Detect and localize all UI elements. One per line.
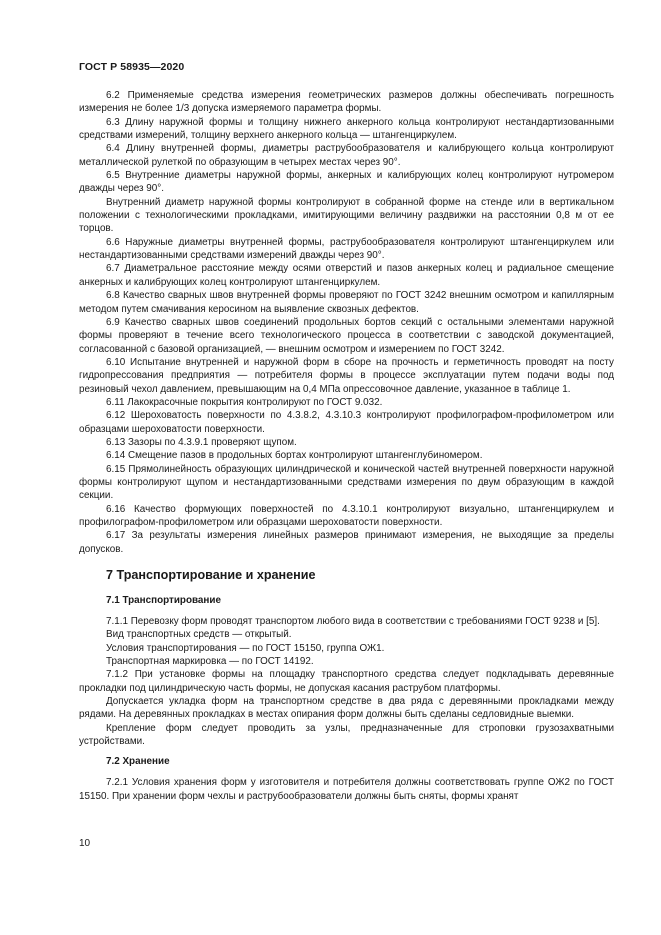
paragraph-6-15: 6.15 Прямолинейность образующих цилиндрической и конической частей внутренней поверхности наружной формы контролируют щупом и нестандартизованными средствами измерения по двум образующим в каждой секции. bbox=[79, 463, 614, 502]
paragraph-stacking: Допускается укладка форм на транспортном средстве в два ряда с деревянными прокладками между рядами. На деревянных прокладках в местах опирания форм должны быть сделаны седловидные выемки. bbox=[79, 696, 614, 721]
paragraph-6-12: 6.12 Шероховатость поверхности по 4.3.8.2, 4.3.10.3 контролируют профилографом-профилометром или образцами шероховатости поверхности. bbox=[79, 410, 614, 435]
page-content bbox=[79, 89, 614, 803]
page-number: 10 bbox=[79, 838, 91, 849]
paragraph-transport-type: Вид транспортных средств — открытый. bbox=[106, 629, 292, 641]
paragraph-6-2: 6.2 Применяемые средства измерения геометрических размеров должны обеспечивать погрешность измерения не более 1/3 допуска измеряемого параметра формы. bbox=[79, 90, 614, 115]
paragraph-6-9: 6.9 Качество сварных швов соединений продольных бортов секций с остальными элементами наружной формы проверяют в течение всего технологического процесса в соответствии с заводской документацией, согласованной с базовой организацией, — внешним осмотром и измерением по ГОСТ 3242. bbox=[79, 316, 614, 355]
paragraph-6-10: 6.10 Испытание внутренней и наружной форм в сборе на прочность и герметичность проводят на посту гидропрессования предприятия — потребителя формы в процессе эксплуатации путем подачи воды под резиновый чехол давлением, превышающим на 0,4 МПа опрессовочное давление, указанное в таблице 1. bbox=[79, 356, 614, 395]
paragraph-6-4: 6.4 Длину внутренней формы, диаметры раструбообразователя и калибрующего кольца контролируют металлической рулеткой по образующим в четырех местах через 90°. bbox=[79, 143, 614, 168]
paragraph-6-16: 6.16 Качество формующих поверхностей по 4.3.10.1 контролируют визуально, штангенциркулем и профилографом-профилометром или образцами шероховатости поверхности. bbox=[79, 503, 614, 528]
paragraph-6-5: 6.5 Внутренние диаметры наружной формы, анкерных и калибрующих колец контролируют нутромером дважды через 90°. bbox=[79, 170, 614, 195]
paragraph-6-5-cont: Внутренний диаметр наружной формы контролируют в собранной форме на стенде или в вертикальном положении с технологическими прокладками, имитирующими величину раздвижки на расстоянии 0,8 м от ее торцов. bbox=[79, 196, 614, 235]
subsection-7-2-heading: 7.2 Хранение bbox=[106, 756, 170, 768]
paragraph-6-7: 6.7 Диаметральное расстояние между осями отверстий и пазов анкерных колец и радиальное смещение анкерных и калибрующих колец контролируют штангенциркулем. bbox=[79, 263, 614, 288]
paragraph-transport-conditions: Условия транспортирования — по ГОСТ 15150, группа ОЖ1. bbox=[106, 642, 385, 654]
paragraph-7-1-2: 7.1.2 При установке формы на площадку транспортного средства следует подкладывать деревянные прокладки под цилиндрическую часть формы, не допуская касания раструбом платформы. bbox=[79, 669, 614, 694]
paragraph-6-6: 6.6 Наружные диаметры внутренней формы, раструбообразователя контролируют штангенциркулем или нестандартизованными средствами измерений дважды через 90°. bbox=[79, 236, 614, 262]
paragraph-6-13: 6.13 Зазоры по 4.3.9.1 проверяют щупом. bbox=[106, 436, 297, 448]
paragraph-6-11: 6.11 Лакокрасочные покрытия контролируют по ГОСТ 9.032. bbox=[106, 396, 383, 408]
paragraph-6-3: 6.3 Длину наружной формы и толщину нижнего анкерного кольца контролируют нестандартизованными средствами измерений, толщину верхнего анкерного кольца — штангенциркулем. bbox=[79, 116, 614, 142]
subsection-7-1-heading: 7.1 Транспортирование bbox=[106, 595, 221, 607]
paragraph-7-2-1: 7.2.1 Условия хранения форм у изготовителя и потребителя должны соответствовать группе ОЖ2 по ГОСТ 15150. При хранении форм чехлы и раструбообразователи должны быть сняты, формы хранят bbox=[79, 777, 614, 802]
paragraph-6-14: 6.14 Смещение пазов в продольных бортах контролируют штангенглубиномером. bbox=[106, 450, 483, 462]
paragraph-transport-marking: Транспортная маркировка — по ГОСТ 14192. bbox=[106, 656, 314, 668]
paragraph-6-8: 6.8 Качество сварных швов внутренней формы проверяют по ГОСТ 3242 внешним осмотром и капиллярным методом путем смачивания керосином на выявление сквозных дефектов. bbox=[79, 290, 614, 315]
standard-header: ГОСТ Р 58935—2020 bbox=[79, 61, 185, 73]
paragraph-7-1-1: 7.1.1 Перевозку форм проводят транспортом любого вида в соответствии с требованиями ГОСТ 9238 и [5]. bbox=[106, 616, 600, 628]
paragraph-6-17: 6.17 За результаты измерения линейных размеров принимают измерения, не выходящие за пределы допусков. bbox=[79, 530, 614, 555]
section-7-heading: 7 Транспортирование и хранение bbox=[106, 568, 316, 583]
paragraph-fastening: Крепление форм следует проводить за узлы, предназначенные для строповки грузозахватными устройствами. bbox=[79, 722, 614, 748]
